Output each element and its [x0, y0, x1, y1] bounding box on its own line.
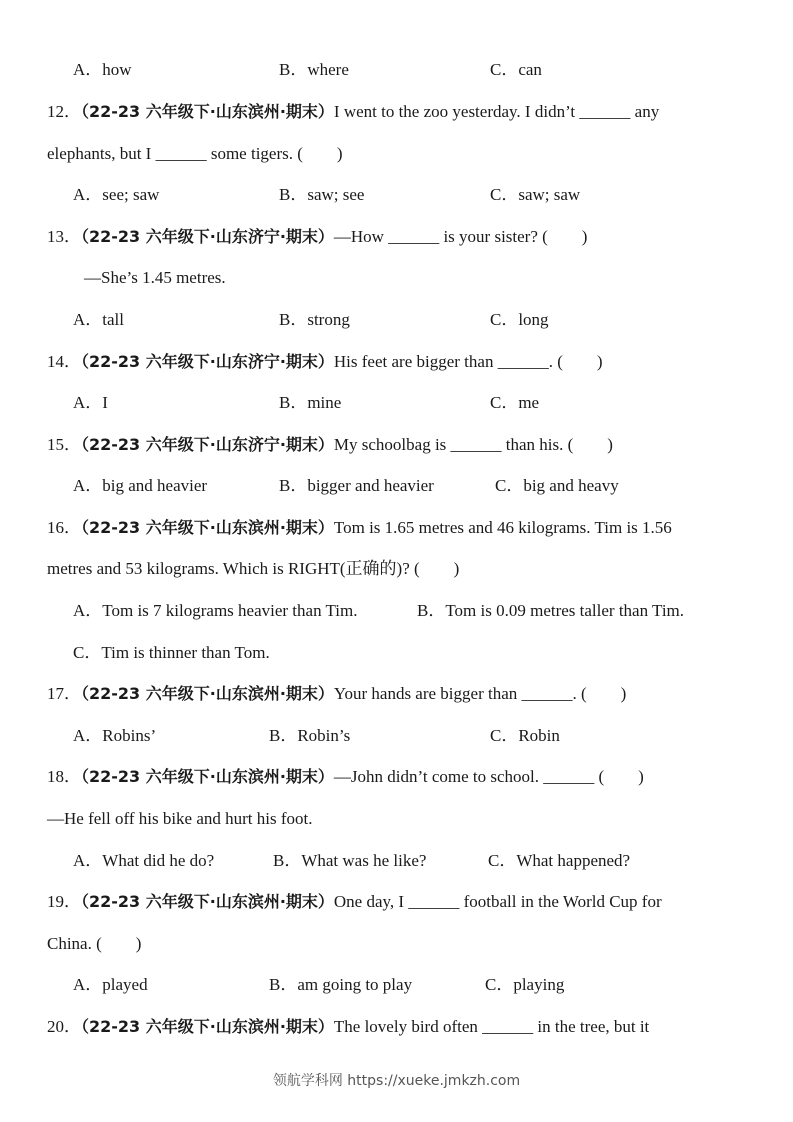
- question-number: 18．: [47, 767, 81, 786]
- question-text-cont: —He fell off his bike and hurt his foot.: [47, 809, 313, 828]
- question-text-cont: China. ( ): [47, 934, 142, 953]
- question-20: [47, 1016, 649, 1038]
- question-number: 20．: [47, 1017, 81, 1036]
- option-c: C．can: [490, 60, 542, 79]
- option-b: B．Robin’s: [269, 726, 351, 745]
- option-a: A．I: [73, 393, 108, 412]
- question-source: （22-23 六年级下·山东济宁·期末）: [81, 227, 334, 246]
- option-c: C．Robin: [490, 726, 560, 745]
- option-c: C．long: [490, 310, 549, 329]
- question-text: Your hands are bigger than ______. ( ): [333, 684, 627, 703]
- option-c: C．What happened?: [488, 851, 631, 870]
- question-source: （22-23 六年级下·山东滨州·期末）: [81, 1017, 334, 1036]
- option-a: A．see; saw: [73, 185, 160, 204]
- option-b: B．Tom is 0.09 metres taller than Tim.: [417, 601, 685, 620]
- option-c: C．me: [490, 393, 540, 412]
- question-16: [47, 517, 672, 539]
- question-text: My schoolbag is ______ than his. ( ): [333, 435, 613, 454]
- option-b: B．What was he like?: [273, 851, 427, 870]
- option-a: A．tall: [73, 310, 124, 329]
- option-a: A．big and heavier: [73, 476, 208, 495]
- question-number: 12．: [47, 102, 81, 121]
- question-13: [47, 226, 587, 248]
- option-b: B．bigger and heavier: [279, 476, 434, 495]
- option-c: C．playing: [485, 975, 565, 994]
- question-source: （22-23 六年级下·山东滨州·期末）: [81, 892, 334, 911]
- option-a: A．Tom is 7 kilograms heavier than Tim.: [73, 601, 358, 620]
- question-text: I went to the zoo yesterday. I didn’t ______ any: [333, 102, 660, 121]
- question-number: 16．: [47, 518, 81, 537]
- question-source: （22-23 六年级下·山东滨州·期末）: [81, 684, 334, 703]
- question-15: [47, 434, 613, 456]
- question-text: One day, I ______ football in the World Cup for: [333, 892, 662, 911]
- question-source: （22-23 六年级下·山东滨州·期末）: [81, 102, 334, 121]
- question-18: [47, 766, 644, 788]
- question-source: （22-23 六年级下·山东济宁·期末）: [81, 435, 334, 454]
- question-text: —John didn’t come to school. ______ ( ): [333, 767, 644, 786]
- option-a: A．Robins’: [73, 726, 157, 745]
- question-source: （22-23 六年级下·山东济宁·期末）: [81, 352, 334, 371]
- question-17: [47, 683, 626, 705]
- question-number: 13．: [47, 227, 81, 246]
- question-text: Tom is 1.65 metres and 46 kilograms. Tim is 1.56: [333, 518, 672, 537]
- question-text-cont: elephants, but I ______ some tigers. ( ): [47, 144, 343, 163]
- option-c: C．big and heavy: [495, 476, 619, 495]
- question-text-cont: metres and 53 kilograms. Which is RIGHT(正确的)? ( ): [47, 559, 460, 578]
- question-19: [47, 891, 662, 913]
- question-text: The lovely bird often ______ in the tree, but it: [333, 1017, 650, 1036]
- question-number: 17．: [47, 684, 81, 703]
- option-b: B．strong: [279, 310, 350, 329]
- option-a: A．What did he do?: [73, 851, 215, 870]
- option-a: A．played: [73, 975, 148, 994]
- question-12: [47, 101, 659, 123]
- question-14: [47, 351, 603, 373]
- option-b: B．where: [279, 60, 349, 79]
- footer-watermark: 领航学科网 https://xueke.jmkzh.com: [272, 1073, 521, 1089]
- question-text: —How ______ is your sister? ( ): [333, 227, 588, 246]
- question-number: 15．: [47, 435, 81, 454]
- question-text: His feet are bigger than ______. ( ): [333, 352, 603, 371]
- question-number: 14．: [47, 352, 81, 371]
- option-a: A．how: [73, 60, 132, 79]
- question-source: （22-23 六年级下·山东滨州·期末）: [81, 767, 334, 786]
- option-b: B．mine: [279, 393, 342, 412]
- option-b: B．saw; see: [279, 185, 365, 204]
- question-source: （22-23 六年级下·山东滨州·期末）: [81, 518, 334, 537]
- option-b: B．am going to play: [269, 975, 413, 994]
- question-text-cont: —She’s 1.45 metres.: [84, 268, 226, 287]
- question-number: 19．: [47, 892, 81, 911]
- option-c: C．Tim is thinner than Tom.: [73, 643, 270, 662]
- option-c: C．saw; saw: [490, 185, 581, 204]
